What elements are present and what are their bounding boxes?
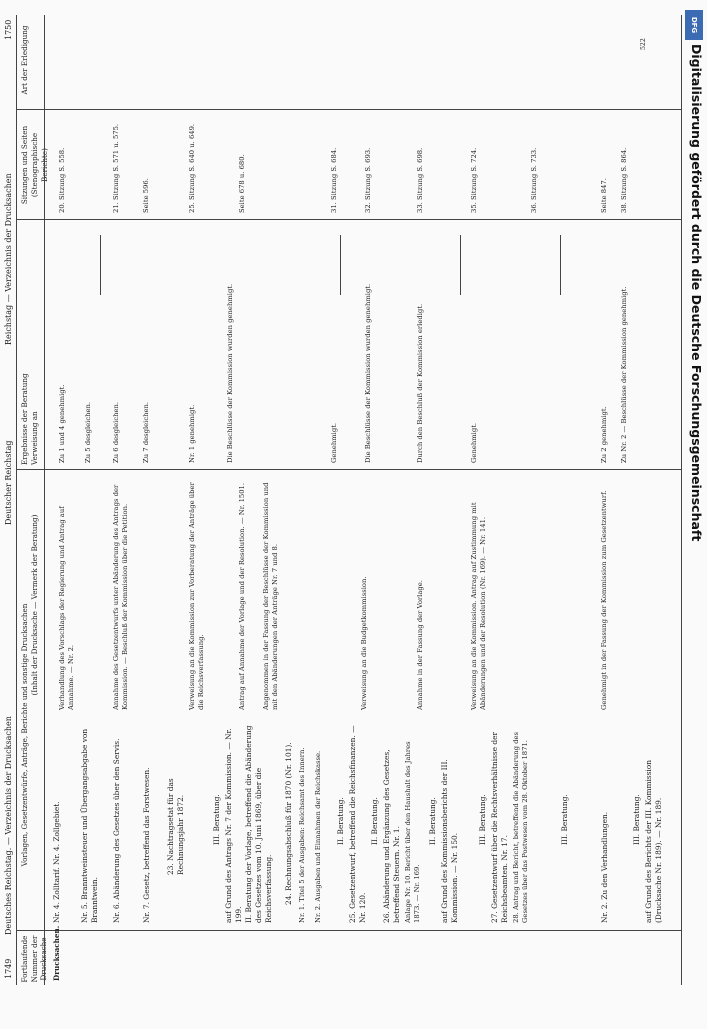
procedure-entry: Annahme in der Fassung der Vorlage. xyxy=(416,580,424,710)
sitting-entry: Seite 847. xyxy=(600,178,608,213)
column-header-sittings-sub: (Stenographische Berichte) xyxy=(30,132,49,198)
column-header-number: Fortlaufende Nummer der Drucksache xyxy=(20,935,48,983)
document-entry: Anlage Nr. 10. Bericht über den Haushalt des Jahres 1873. — Nr. 169. xyxy=(404,741,421,923)
sitting-entry: Seite 678 u. 680. xyxy=(238,154,246,213)
sitting-entry: 21. Sitzung S. 571 u. 575. xyxy=(112,123,120,213)
column-header-documents-sub: (Inhalt der Drucksache — Vermerk der Beratung) xyxy=(30,514,39,696)
rotated-sheet xyxy=(0,5,690,995)
column-separator xyxy=(16,109,681,110)
result-entry: Durch den Beschluß der Kommission erledigt. xyxy=(416,303,424,463)
procedure-entry: Angenommen in der Fassung der Beschlüsse der Kommission und mit den Abänderungen der Anträge Nr. 7 und 8. xyxy=(262,482,279,710)
document-entry: II. Beratung. xyxy=(336,797,345,845)
document-entry: 24. Rechnungsabschluß für 1870 (Nr. 101). xyxy=(284,742,293,905)
sitting-entry: 38. Sitzung S. 864. xyxy=(620,147,628,213)
procedure-entry: Verhandlung des Vorschlags der Regierung und Antrag auf Annahme. — Nr. 2. xyxy=(58,506,75,710)
document-entry: Nr. 5. Branntweinsteuer und Übergangsabgabe von Branntwein. xyxy=(80,728,99,923)
entry-rule xyxy=(100,235,101,295)
document-entry: III. Beratung. xyxy=(478,794,487,845)
document-entry: III. Beratung. xyxy=(560,794,569,845)
sitting-entry: 31. Sitzung S. 684. xyxy=(330,147,338,213)
column-separator xyxy=(16,930,681,931)
result-entry: Zu 7 desgleichen. xyxy=(142,401,150,463)
procedure-entry: Verweisung an die Kommission. Antrag auf Zustimmung mit Abänderungen und der Resolution (Nr. 169). — Nr. 141. xyxy=(470,502,487,710)
dfg-funding-note: Digitalisierung gefördert durch die Deutsche Forschungsgemeinschaft xyxy=(689,44,704,542)
document-entry: Nr. 7. Gesetz, betreffend das Forstwesen. xyxy=(142,767,151,923)
column-header-completion: Art der Erledigung xyxy=(20,25,29,95)
document-entry: 23. Nachtragsetat für das Rechnungsjahr 1872. xyxy=(166,778,185,875)
column-header-sittings: Sitzungen und Seiten xyxy=(20,125,29,205)
result-entry: Zu 5 desgleichen. xyxy=(84,401,92,463)
document-entry: auf Grund des Kommissionsberichts der III. Kommission. — Nr. 150. xyxy=(440,759,459,923)
page-number-left: 1749 xyxy=(4,958,13,979)
column-header-documents: Vorlagen, Gesetzentwürfe, Anträge, Berichte und sonstige Drucksachen xyxy=(20,603,29,867)
document-entry: 26. Abänderung und Ergänzung des Gesetzes, betreffend Steuern. Nr. 1. xyxy=(382,749,401,923)
page-mark: 522 xyxy=(640,38,647,50)
entry-rule xyxy=(560,235,561,295)
column-header-results-sub: Verweisung an xyxy=(30,411,39,465)
document-entry: Nr. 4. Zolltarif. Nr. 4. Zollgebiet. xyxy=(52,801,61,923)
document-entry: 28. Antrag und Bericht, betreffend die Abänderung des Gesetzes über das Postwesen vom 28. Oktober 1871. xyxy=(512,731,529,923)
entry-rule xyxy=(340,235,341,295)
procedure-entry: Genehmigt in der Fassung der Kommission zum Gesetzentwurf. xyxy=(600,490,608,710)
procedure-entry: Antrag auf Annahme der Vorlage und der Resolution. — Nr. 1501. xyxy=(238,482,246,710)
header-title-left: Deutsches Reichstag. — Verzeichnis der Drucksachen xyxy=(4,716,13,935)
procedure-entry: Annahme des Gesetzentwurfs unter Abänderung des Antrags der Kommission. — Beschluß der Kommission über die Petition. xyxy=(112,484,129,710)
result-entry: Die Beschlüsse der Kommission wurden genehmigt. xyxy=(364,283,372,463)
column-separator xyxy=(16,219,681,220)
document-entry: III. Beratung. xyxy=(212,794,221,845)
header-title-right: Reichstag — Verzeichnis der Drucksachen xyxy=(4,173,13,345)
sitting-entry: 32. Sitzung S. 693. xyxy=(364,147,372,213)
result-entry: Zu Nr. 2 — Beschlüsse der Kommission genehmigt. xyxy=(620,286,628,463)
sitting-entry: 33. Sitzung S. 698. xyxy=(416,147,424,213)
document-entry: II. Beratung der Vorlage, betreffend die Abänderung des Gesetzes vom 10. Juni 1869, über die Reichsverfassung. xyxy=(244,725,273,923)
document-entry: 25. Gesetzentwurf, betreffend die Reichsfinanzen. — Nr. 120. xyxy=(348,725,367,923)
document-entry: Nr. 6. Abänderung des Gesetzes über den Servis. xyxy=(112,738,121,923)
result-entry: Zu 6 desgleichen. xyxy=(112,401,120,463)
procedure-entry: Verweisung an die Kommission zur Vorberatung der Anträge über die Reichsverfassung. xyxy=(188,482,205,710)
result-entry: Genehmigt. xyxy=(470,422,478,463)
sitting-entry: 20. Sitzung S. 558. xyxy=(58,147,66,213)
footer-rule xyxy=(681,15,682,985)
page-number-right: 1750 xyxy=(4,19,13,40)
column-header-results: Ergebnisse der Beratung xyxy=(20,373,29,465)
document-entry: Nr. 1. Titel 5 der Ausgaben: Reichsamt des Innern. xyxy=(298,747,306,923)
document-entry: auf Grund des Antrags Nr. 7 der Kommission. — Nr. 199. xyxy=(224,728,243,923)
result-entry: Zu 2 genehmigt. xyxy=(600,406,608,463)
result-entry: Die Beschlüsse der Kommission wurden genehmigt. xyxy=(226,283,234,463)
document-entry: Nr. 2. Ausgaben und Einnahmen der Reichskasse. xyxy=(314,750,322,923)
header-rule xyxy=(16,15,17,985)
dfg-sidebar xyxy=(683,8,705,993)
result-entry: Genehmigt. xyxy=(330,422,338,463)
entry-rule xyxy=(460,235,461,295)
column-header-rule xyxy=(44,15,45,985)
document-entry: Nr. 2. Zu den Verhandlungen. xyxy=(600,811,609,923)
sitting-entry: 25. Sitzung S. 640 u. 649. xyxy=(188,123,196,213)
result-entry: Zu 1 und 4 genehmigt. xyxy=(58,384,66,463)
dfg-logo: DFG xyxy=(685,10,703,40)
document-entry: II. Beratung. xyxy=(428,797,437,845)
header-title-middle: Deutscher Reichstag xyxy=(4,440,13,525)
document-entry: II. Beratung. xyxy=(370,797,379,845)
result-entry: Nr. 1 genehmigt. xyxy=(188,404,196,463)
section-label: Drucksachen. xyxy=(52,925,61,981)
sitting-entry: Seite 596. xyxy=(142,178,150,213)
sitting-entry: 35. Sitzung S. 724. xyxy=(470,147,478,213)
document-entry: 27. Gesetzentwurf über die Rechtsverhältnisse der Reichsbeamten. Nr. 17. xyxy=(490,731,509,923)
procedure-entry: Verweisung an die Budgetkommission. xyxy=(360,576,368,710)
document-entry: auf Grund des Berichts der III. Kommission (Drucksache Nr. 189). — Nr. 189. xyxy=(644,759,663,923)
sitting-entry: 36. Sitzung S. 733. xyxy=(530,147,538,213)
document-entry: III. Beratung. xyxy=(632,794,641,845)
column-separator xyxy=(16,469,681,470)
